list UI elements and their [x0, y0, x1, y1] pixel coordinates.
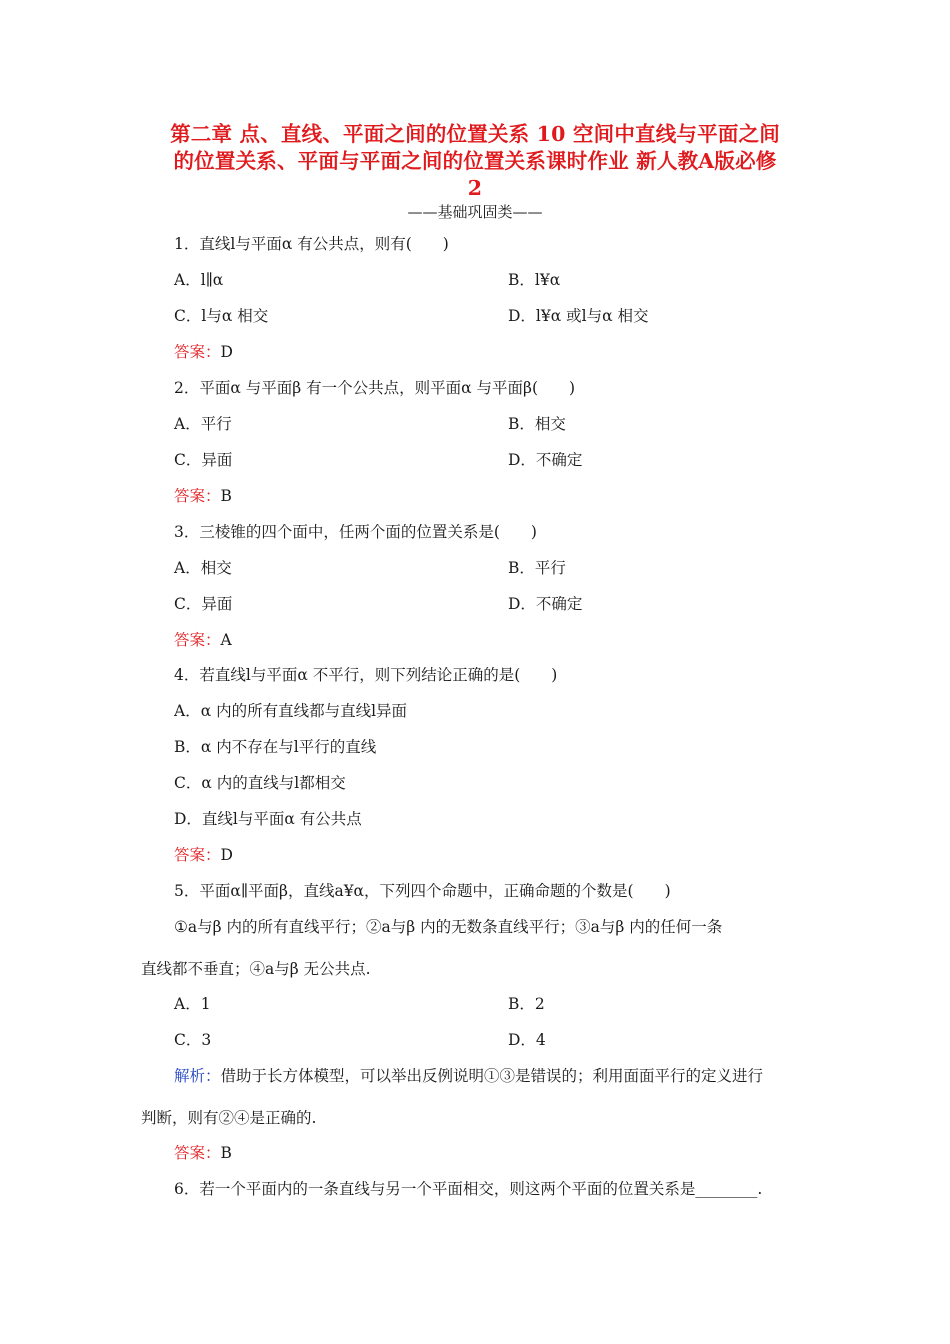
- answer-label: 答案：: [174, 487, 221, 505]
- question-4-answer: [174, 844, 233, 866]
- question-5-option-d: D．4: [508, 1031, 546, 1049]
- question-5-option-c: C．3: [174, 1031, 212, 1049]
- question-1-answer: [174, 341, 233, 363]
- question-4-option-c: C．α 内的直线与l都相交: [174, 774, 346, 792]
- answer-label: 答案：: [174, 846, 221, 864]
- question-5-stem: 5．平面α∥平面β，直线a¥α，下列四个命题中，正确命题的个数是( ): [174, 882, 671, 900]
- answer-label: 答案：: [174, 343, 221, 361]
- question-4-option-d: D．直线l与平面α 有公共点: [174, 810, 362, 828]
- section-heading: ——基础巩固类——: [407, 203, 543, 221]
- title-line-1: 第二章 点、直线、平面之间的位置关系 10 空间中直线与平面之间: [170, 122, 780, 146]
- answer-value: D: [220, 343, 233, 361]
- question-5-option-b: B．2: [508, 995, 545, 1013]
- question-5-answer: [174, 1142, 232, 1164]
- title-line-3: 2: [467, 176, 483, 200]
- question-2-answer: [174, 485, 232, 507]
- question-4-stem: 4．若直线l与平面α 不平行，则下列结论正确的是( ): [174, 666, 558, 684]
- question-3-option-a: A．相交: [174, 559, 232, 577]
- answer-value: A: [220, 631, 232, 649]
- answer-value: B: [220, 1144, 232, 1162]
- question-5-analysis-line-2: 判断，则有②④是正确的.: [141, 1109, 317, 1127]
- answer-value: D: [220, 846, 233, 864]
- question-5-body-line-1: ①a与β 内的所有直线平行；②a与β 内的无数条直线平行；③a与β 内的任何一条: [174, 918, 723, 936]
- analysis-label: 解析：: [174, 1067, 221, 1085]
- analysis-text: 借助于长方体模型，可以举出反例说明①③是错误的；利用面面平行的定义进行: [220, 1067, 764, 1085]
- question-1-option-d: D．l¥α 或l与α 相交: [508, 307, 649, 325]
- question-2-option-d: D．不确定: [508, 451, 583, 469]
- question-2-option-b: B．相交: [508, 415, 566, 433]
- question-4-option-b: B．α 内不存在与l平行的直线: [174, 738, 377, 756]
- question-2-stem: 2．平面α 与平面β 有一个公共点，则平面α 与平面β( ): [174, 379, 576, 397]
- question-3-option-b: B．平行: [508, 559, 566, 577]
- answer-value: B: [220, 487, 232, 505]
- question-6-stem: 6．若一个平面内的一条直线与另一个平面相交，则这两个平面的位置关系是________.: [174, 1180, 763, 1198]
- question-3-option-d: D．不确定: [508, 595, 583, 613]
- question-1-stem: 1．直线l与平面α 有公共点，则有( ): [174, 235, 449, 253]
- question-3-answer: [174, 629, 232, 651]
- answer-label: 答案：: [174, 1144, 221, 1162]
- question-4-option-a: A．α 内的所有直线都与直线l异面: [174, 702, 408, 720]
- title-line-2: 的位置关系、平面与平面之间的位置关系课时作业 新人教A版必修: [173, 149, 777, 173]
- question-5-option-a: A．1: [174, 995, 211, 1013]
- document-title: [120, 121, 830, 202]
- question-5-analysis-line-1: [174, 1065, 763, 1087]
- answer-label: 答案：: [174, 631, 221, 649]
- question-1-option-c: C．l与α 相交: [174, 307, 269, 325]
- question-3-option-c: C．异面: [174, 595, 233, 613]
- question-5-body-line-2: 直线都不垂直；④a与β 无公共点.: [141, 960, 371, 978]
- question-1-option-b: B．l¥α: [508, 271, 561, 289]
- question-3-stem: 3．三棱锥的四个面中，任两个面的位置关系是( ): [174, 523, 537, 541]
- question-1-option-a: A．l∥α: [174, 271, 224, 289]
- question-2-option-c: C．异面: [174, 451, 233, 469]
- question-2-option-a: A．平行: [174, 415, 232, 433]
